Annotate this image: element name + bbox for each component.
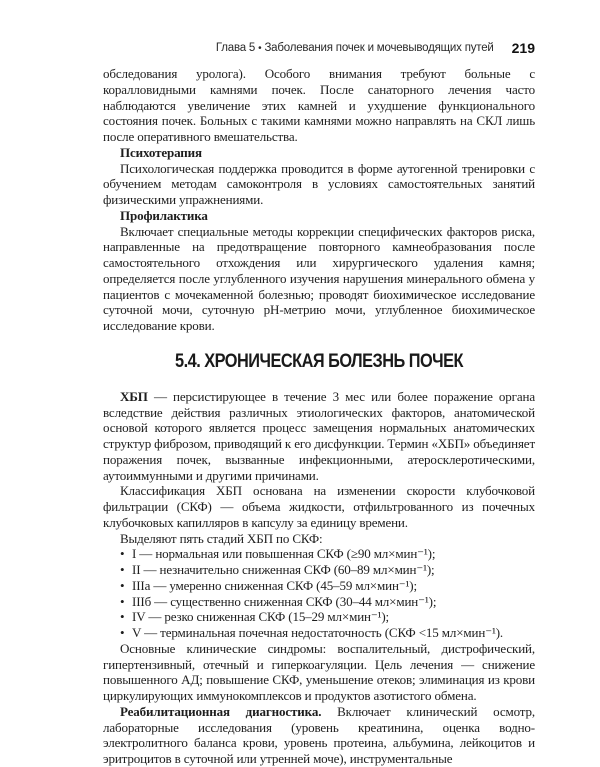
rehab-lead: Реабилитационная диагностика. (120, 703, 322, 719)
list-item (120, 578, 535, 594)
paragraph-rehab (103, 704, 535, 767)
section-title: 5.4. ХРОНИЧЕСКАЯ БОЛЕЗНЬ ПОЧЕК (175, 350, 463, 372)
page-body (103, 66, 535, 767)
list-item (120, 546, 535, 562)
paragraph-prophylaxis: Включает специальные методы коррекции специфических факторов риска, направленные на предотвращение повторного камнеобразования после самостоятельного отхождения или хирургического удаления камня; определяется после углубленного изучения нарушения минерального обмена у пациентов с мочекаменной болезнью; проводят биохимическое исследование суточной мочи, суточную pH-метрию мочи, углубленное биохимическое исследование крови. (103, 223, 535, 333)
term-ckd: ХБП (120, 388, 148, 404)
subheading-psychotherapy: Психотерапия (120, 144, 202, 160)
header-separator: • (258, 42, 262, 54)
bullet-icon: • (120, 625, 125, 640)
page-number: 219 (511, 40, 535, 56)
paragraph-definition (103, 389, 535, 484)
bullet-icon: • (120, 562, 125, 577)
stage-list (103, 546, 535, 641)
stage-text: I — нормальная или повышенная СКФ (≥90 мл×мин⁻¹); (132, 546, 436, 562)
subheading-prophylaxis: Профилактика (120, 207, 208, 223)
stage-text: IIIб — существенно сниженная СКФ (30–44 мл×мин⁻¹); (132, 593, 437, 609)
chapter-title: Заболевания почек и мочевыводящих путей (264, 42, 494, 54)
stage-text: IV — резко сниженная СКФ (15–29 мл×мин⁻¹); (132, 609, 390, 625)
stage-text: V — терминальная почечная недостаточность (СКФ <15 мл×мин⁻¹). (132, 625, 504, 640)
chapter-label: Глава 5 (215, 42, 256, 54)
rehab-text: Включает клинический осмотр, лабораторные исследования (уровень креатинина, оценка водно-электролитного баланса крови, уровень протеина, альбумина, лейкоцитов и эритроцитов в суточной или утренней моче), инструментальные (103, 703, 535, 766)
stage-text: II — незначительно сниженная СКФ (60–89 мл×мин⁻¹); (132, 562, 435, 577)
bullet-icon: • (120, 609, 125, 625)
list-item (120, 562, 535, 578)
bullet-icon: • (120, 577, 125, 593)
list-item (120, 609, 535, 625)
paragraph-urology: обследования уролога). Особого внимания требуют больные с коралловидными камнями почек. После санаторного лечения часто наблюдаются увеличение этих камней и ухудшение функционального состояния почек. Больных с такими камнями можно направлять на СКЛ лишь после оперативного вмешательства. (103, 66, 535, 144)
bullet-icon: • (120, 593, 125, 609)
list-item (120, 625, 535, 641)
paragraph-classification: Классификация ХБП основана на изменении скорости клубочковой фильтрации (СКФ) — объема жидкости, отфильтрованного из почечных клубочковых капилляров в капсулу за единицу времени. (103, 483, 535, 530)
paragraph-stages-intro: Выделяют пять стадий ХБП по СКФ: (120, 530, 323, 546)
stage-text: IIIa — умеренно сниженная СКФ (45–59 мл×мин⁻¹); (132, 577, 417, 593)
definition-text: — персистирующее в течение 3 мес или более поражение органа вследствие действия различных этиологических факторов, анатомической основой которого является процесс замещения нормальных анатомических структур фиброзом, приводящий к его дисфункции. Термин «ХБП» объединяет поражения почек, вызванные инфекционными, атеросклеротическими, аутоиммунными и другими причинами. (103, 388, 535, 483)
paragraph-syndromes: Основные клинические синдромы: воспалительный, дистрофический, гипертензивный, отечный и гиперкоагуляции. Цель лечения — снижение повышенного АД; повышение СКФ, уменьшение отеков; элиминация из крови циркулирующих иммунокомплексов и продуктов азотистого обмена. (103, 640, 535, 703)
list-item (120, 594, 535, 610)
bullet-icon: • (120, 546, 125, 562)
paragraph-psychotherapy: Психологическая поддержка проводится в форме аутогенной тренировки с обучением методам самоконтроля в условиях самостоятельных занятий физическими упражнениями. (103, 160, 535, 207)
running-header (185, 38, 535, 58)
